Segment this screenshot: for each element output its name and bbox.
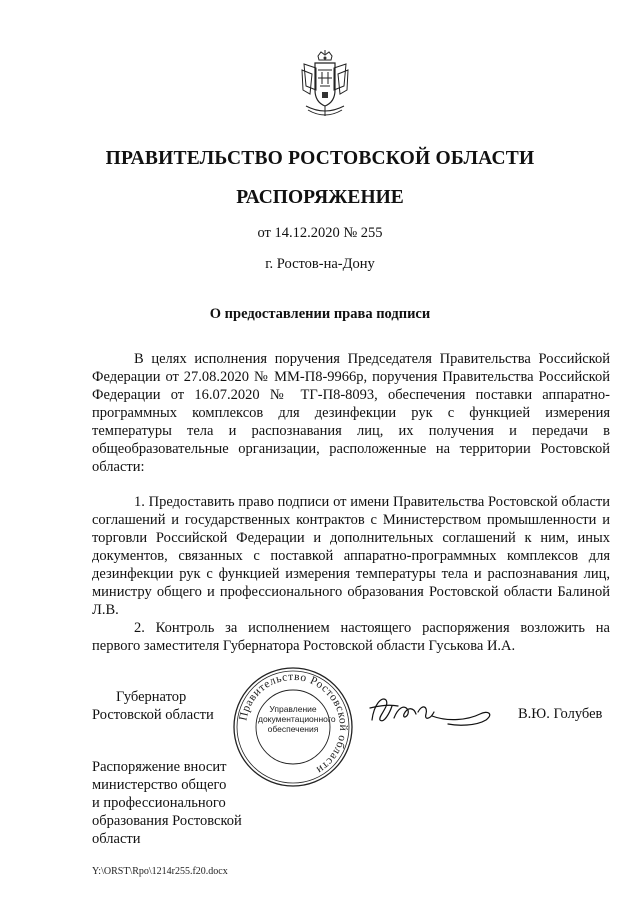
document-subject: О предоставлении права подписи bbox=[209, 306, 431, 322]
stamp-inner-line-1: Управление bbox=[269, 704, 317, 714]
submitter-note-line-3: и профессионального bbox=[92, 795, 226, 811]
handwritten-signature bbox=[368, 690, 498, 730]
document-type: РАСПОРЯЖЕНИЕ bbox=[236, 187, 404, 208]
signatory-position-line-1: Губернатор bbox=[116, 689, 187, 705]
preamble-paragraph: В целях исполнения поручения Председателя Правительства Российской Федерации от 27.08.2020 № ММ-П8-9966р, поручения Правительства Российской Федерации от 16.07.2020 № ТГ-П8-8093, обеспечения поставки аппаратно-программных комплексов для дезинфекции рук с функцией измерения температуры тела и распознавания лиц, их получения и передачи в общеобразовательные организации, расположенные на территории Ростовской области: bbox=[92, 351, 610, 475]
coat-of-arms-emblem bbox=[300, 50, 350, 120]
organization-title: ПРАВИТЕЛЬСТВО РОСТОВСКОЙ ОБЛАСТИ bbox=[105, 148, 535, 169]
submitter-note-line-4: образования Ростовской bbox=[92, 813, 242, 829]
file-path-footer: Y:\ORST\Rpo\1214r255.f20.docx bbox=[92, 866, 228, 877]
submitter-note-line-2: министерство общего bbox=[92, 777, 227, 793]
submitter-note-line-5: области bbox=[92, 831, 141, 847]
document-city: г. Ростов-на-Дону bbox=[265, 256, 375, 272]
stamp-outer-text: Правительство Ростовской области bbox=[237, 670, 350, 777]
signatory-position-line-2: Ростовской области bbox=[92, 707, 214, 723]
clause-2-paragraph: 2. Контроль за исполнением настоящего распоряжения возложить на первого заместителя Губернатора Ростовской области Гуськова И.А. bbox=[92, 620, 610, 654]
submitter-note-line-1: Распоряжение вносит bbox=[92, 759, 227, 775]
clause-1-paragraph: 1. Предоставить право подписи от имени Правительства Ростовской области соглашений и государственных контрактов с Министерством промышленности и торговли Российской Федерации и дополнительных соглашений к ним, иных документов, связанных с поставкой аппаратно-программных комплексов для дезинфекции рук с функцией измерения температуры тела и распознавания лиц, министру общего и профессионального образования Ростовской области Балиной Л.В. bbox=[92, 494, 610, 618]
document-body bbox=[92, 350, 610, 655]
signatory-name: В.Ю. Голубев bbox=[518, 706, 603, 722]
signatory-position bbox=[92, 688, 232, 724]
submitter-note bbox=[92, 758, 272, 848]
stamp-inner-line-2: документационного bbox=[258, 714, 336, 724]
stamp-inner-line-3: обеспечения bbox=[267, 724, 319, 734]
document-date-number: от 14.12.2020 № 255 bbox=[257, 225, 383, 241]
stamp-inner-text bbox=[258, 704, 336, 734]
